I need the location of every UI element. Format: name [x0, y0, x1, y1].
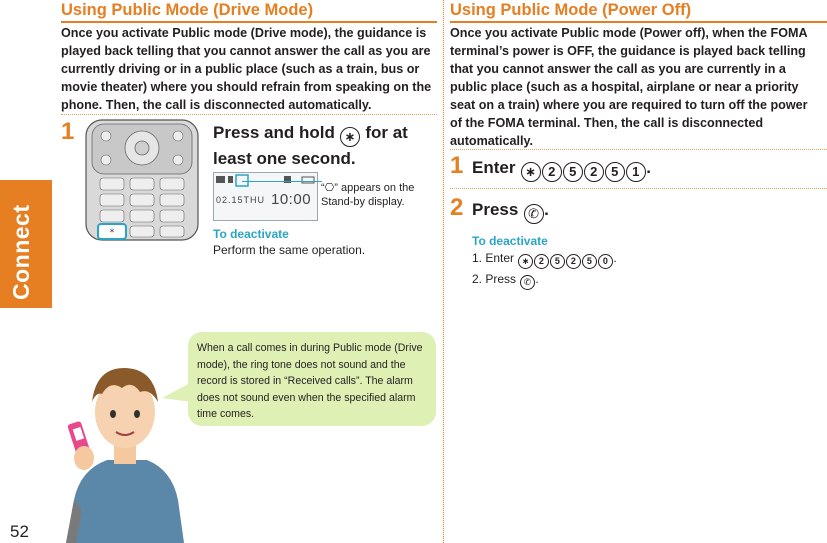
- right-step1-instruction: [472, 156, 651, 182]
- key-2-icon: 2: [534, 254, 549, 269]
- deact2-prefix: 2. Press: [472, 272, 517, 286]
- right-step1-text: Enter: [472, 158, 516, 177]
- right-step1-number: 1: [450, 152, 464, 179]
- asterisk-key-icon: ∗: [518, 254, 533, 269]
- asterisk-key-icon: ∗: [340, 127, 360, 147]
- key-5-icon: 5: [563, 162, 583, 182]
- key-2-icon: 2: [566, 254, 581, 269]
- standby-date: 02.15THU: [216, 195, 266, 205]
- phone-keypad-illustration: [82, 118, 202, 242]
- standby-screen: [213, 172, 318, 221]
- key-2-icon: 2: [542, 162, 562, 182]
- callout-rest: ” appears on the Stand-by display.: [321, 182, 415, 208]
- drive-mode-icon: ⎔: [324, 182, 335, 194]
- key-1-icon: 1: [626, 162, 646, 182]
- right-dotted-rule-2: [450, 188, 827, 189]
- right-dotted-rule-1: [450, 149, 827, 150]
- key-0-icon: 0: [598, 254, 613, 269]
- left-deactivate-text: Perform the same operation.: [213, 243, 366, 257]
- right-section-title: Using Public Mode (Power Off): [450, 1, 692, 19]
- deact1-prefix: 1. Enter: [472, 251, 515, 265]
- key-5-icon: 5: [582, 254, 597, 269]
- right-step2-text: Press: [472, 200, 519, 219]
- left-step1-text-a: Press and hold: [213, 123, 335, 142]
- callout-open-quote: “: [321, 182, 325, 194]
- right-intro-text: Once you activate Public mode (Power off), when the FOMA terminal’s power is OFF, the guidance is played back telling that you cannot answer the call as you are currently in a public place (such as a hospital, airplane or near a priority seat on a train) where you are required to turn off the power of the FOMA terminal. Then, the call is disconnected automatically.: [450, 26, 808, 148]
- key-5-icon: 5: [550, 254, 565, 269]
- call-key-icon: ✆: [524, 204, 544, 224]
- svg-text:*: *: [109, 228, 115, 238]
- right-step1-end: .: [646, 158, 651, 177]
- bubble-text: When a call comes in during Public mode (Drive mode), the ring tone does not sound and the record is stored in “Received calls”. The alarm does not sound even when the specified alarm time comes.: [197, 342, 423, 420]
- right-deactivate-label: To deactivate: [472, 234, 548, 248]
- left-step1-text-b: for at least one second.: [213, 123, 408, 168]
- page-number: 52: [10, 522, 29, 541]
- deact1-end: .: [613, 251, 617, 265]
- callout-line: [242, 181, 322, 182]
- section-tab-label: Connect: [8, 204, 34, 300]
- key-5-icon: 5: [605, 162, 625, 182]
- callout-text: [321, 181, 436, 209]
- left-title-rule: [61, 21, 437, 23]
- standby-time: 10:00: [271, 191, 312, 208]
- right-step2-number: 2: [450, 194, 464, 221]
- right-step2-end: .: [544, 200, 549, 219]
- deact2-end: .: [535, 272, 539, 286]
- right-deactivate-step1: [472, 249, 617, 269]
- column-divider: [443, 0, 444, 543]
- right-title-rule: [450, 21, 827, 23]
- right-deactivate-step2: [472, 270, 539, 290]
- right-step2-instruction: [472, 198, 549, 224]
- key-2-icon: 2: [584, 162, 604, 182]
- left-step1-number: 1: [61, 118, 75, 145]
- left-dotted-rule: [61, 114, 437, 115]
- call-key-icon: ✆: [520, 275, 535, 290]
- character-illustration: [62, 350, 187, 543]
- asterisk-key-icon: ∗: [521, 162, 541, 182]
- left-intro-text: Once you activate Public mode (Drive mode), the guidance is played back telling that you cannot answer the call as you are currently driving or in a public place (such as a train, bus or movie theater) where you should refrain from speaking on the phone. Then, the call is disconnected automatically.: [61, 26, 432, 112]
- left-step1-instruction: [213, 121, 438, 171]
- left-section-title: Using Public Mode (Drive Mode): [61, 1, 314, 19]
- left-deactivate-label: To deactivate: [213, 227, 289, 241]
